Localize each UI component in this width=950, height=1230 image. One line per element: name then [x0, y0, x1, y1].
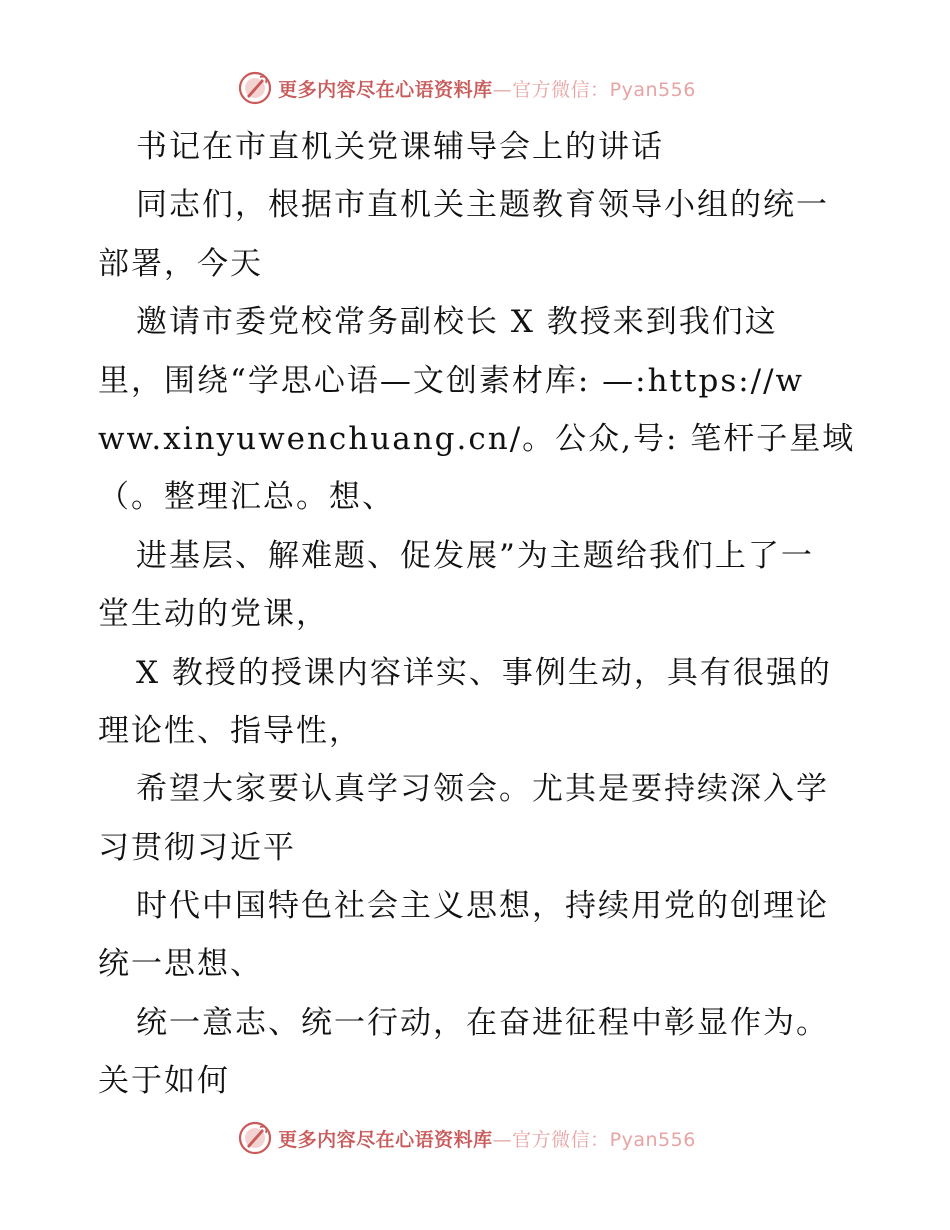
paragraph-line: 里，围绕“学思心语—文创素材库: —:https://w — [98, 362, 805, 399]
paragraph-line: 统一思想、 — [98, 946, 263, 983]
paragraph-line: 进基层、解难题、促发展”为主题给我们上了一 — [136, 537, 814, 574]
watermark-text — [278, 75, 696, 102]
paragraph-line: 邀请市委党校常务副校长 X 教授来到我们这 — [136, 304, 778, 341]
paragraph-line: X 教授的授课内容详实、事例生动，具有很强的 — [136, 654, 832, 691]
paragraph-line: 部署，今天 — [98, 245, 263, 282]
paragraph-line: 堂生动的党课， — [98, 596, 329, 633]
paragraph-line: （。整理汇总。想、 — [98, 479, 395, 516]
paragraph-line: 习贯彻习近平 — [98, 829, 296, 866]
paragraph-line: 时代中国特色社会主义思想，持续用党的创理论 — [136, 888, 829, 925]
watermark-separator: — — [492, 1128, 513, 1151]
watermark-contact: 官方微信：Pyan556 — [512, 1128, 696, 1151]
watermark-brand: 更多内容尽在心语资料库 — [278, 78, 493, 101]
quill-emblem-icon — [238, 71, 272, 105]
document-body — [98, 118, 858, 1111]
paragraph-line: 理论性、指导性， — [98, 712, 362, 749]
watermark-separator: — — [492, 78, 513, 101]
paragraph-line: 同志们，根据市直机关主题教育领导小组的统一 — [136, 187, 829, 224]
document-title: 书记在市直机关党课辅导会上的讲话 — [136, 129, 664, 165]
watermark-contact: 官方微信：Pyan556 — [512, 78, 696, 101]
watermark-text — [278, 1125, 696, 1152]
watermark-group — [238, 71, 696, 105]
paragraph-line: 统一意志、统一行动，在奋进征程中彰显作为。 — [136, 1004, 829, 1041]
watermark-header — [0, 68, 950, 108]
watermark-brand: 更多内容尽在心语资料库 — [278, 1128, 493, 1151]
watermark-group — [238, 1121, 696, 1155]
paragraph-line: ww.xinyuwenchuang.cn/。公众,号: 笔杆子星域 — [98, 420, 856, 457]
paragraph-line: 希望大家要认真学习领会。尤其是要持续深入学 — [136, 771, 829, 808]
quill-emblem-icon — [238, 1121, 272, 1155]
paragraph-line: 关于如何 — [98, 1063, 230, 1100]
watermark-footer — [0, 1118, 950, 1158]
